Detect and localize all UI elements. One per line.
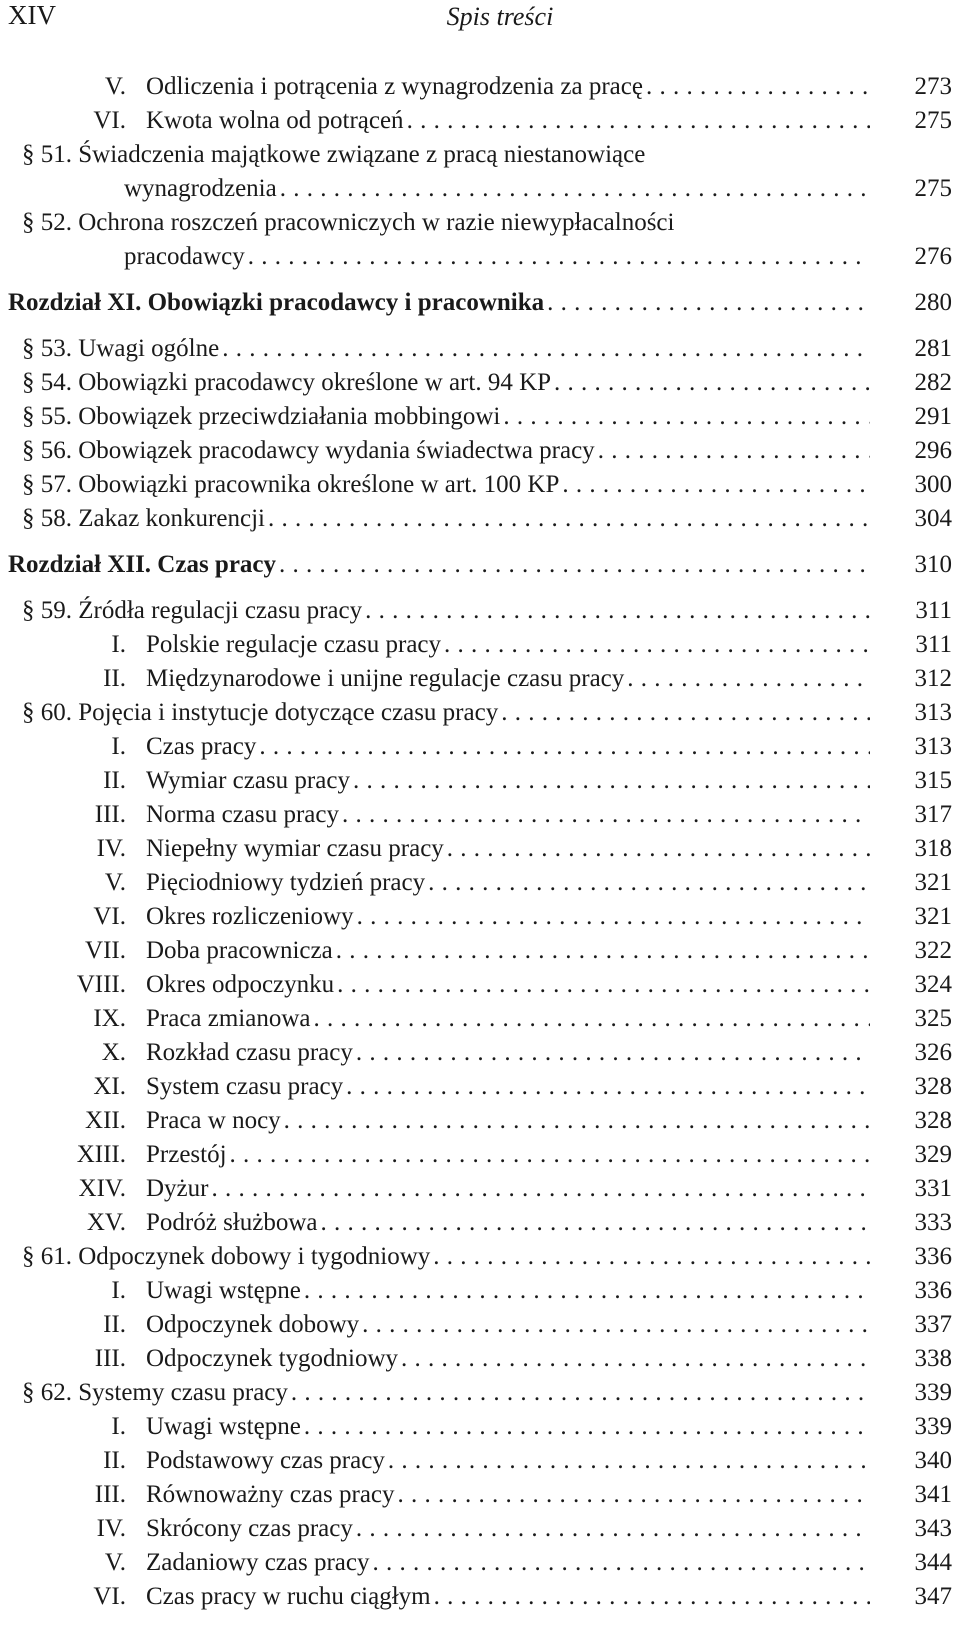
toc-entry-number: V. — [104, 73, 126, 100]
toc-entry-title: Norma czasu pracy — [146, 801, 339, 828]
toc-entry-title: Polskie regulacje czasu pracy — [146, 631, 442, 658]
toc-entry-number: II. — [103, 1311, 126, 1338]
toc-entry-page: 339 — [914, 1413, 952, 1440]
dot-leader — [350, 764, 870, 798]
toc-entry-number: I. — [111, 631, 126, 658]
toc-entry-title: Uwagi wstępne — [146, 1413, 301, 1440]
toc-entry-page: 318 — [914, 835, 952, 862]
toc-entry-title: Zadaniowy czas pracy — [146, 1549, 370, 1576]
toc-entry-title-wrap — [8, 548, 870, 582]
toc-entry-title: § 53. Uwagi ogólne — [22, 335, 220, 362]
toc-entry — [0, 1138, 960, 1172]
dot-leader — [559, 468, 870, 502]
toc-entry-title: Okres odpoczynku — [146, 971, 335, 998]
toc-entry — [0, 1546, 960, 1580]
toc-entry-page: 281 — [914, 335, 952, 362]
toc-entry — [0, 400, 960, 434]
toc-entry — [0, 1002, 960, 1036]
dot-leader — [444, 832, 870, 866]
toc-entry-title: § 59. Źródła regulacji czasu pracy — [22, 597, 363, 624]
toc-entry-number: VIII. — [76, 971, 126, 998]
toc-entry — [0, 628, 960, 662]
toc-entry-title-wrap — [22, 502, 870, 536]
toc-entry-title-wrap — [146, 798, 870, 832]
dot-leader — [395, 1478, 870, 1512]
toc-entry-title: Rozkład czasu pracy — [146, 1039, 353, 1066]
toc-entry-title-wrap — [146, 934, 870, 968]
toc-entry — [0, 1376, 960, 1410]
toc-entry-title: Skrócony czas pracy — [146, 1515, 353, 1542]
toc-entry-title: Okres rozliczeniowy — [146, 903, 354, 930]
toc-entry-title-wrap — [8, 286, 870, 320]
toc-entry-page: 347 — [914, 1583, 952, 1610]
toc-entry — [0, 1580, 960, 1614]
toc-entry-title: Wymiar czasu pracy — [146, 767, 350, 794]
dot-leader — [277, 172, 870, 206]
toc-entry-title: wynagrodzenia — [124, 175, 277, 202]
dot-leader — [551, 366, 870, 400]
dot-leader — [643, 70, 870, 104]
toc-entry — [0, 172, 960, 206]
toc-entry-title: Międzynarodowe i unijne regulacje czasu pracy — [146, 665, 625, 692]
toc-entry-title-wrap — [146, 1138, 870, 1172]
toc-entry-title-wrap — [146, 866, 870, 900]
toc-entry-title-wrap — [22, 434, 870, 468]
toc-entry-number: XIV. — [78, 1175, 126, 1202]
toc-entry-page: 339 — [914, 1379, 952, 1406]
toc-entry-title: § 57. Obowiązki pracownika określone w art. 100 KP — [22, 471, 560, 498]
toc-entry — [0, 434, 960, 468]
toc-entry — [0, 138, 960, 172]
toc-entry — [0, 900, 960, 934]
toc-entry-title-wrap — [146, 1410, 870, 1444]
toc-entry-title-wrap — [146, 662, 870, 696]
toc-entry-title-wrap — [22, 1240, 870, 1274]
dot-leader — [334, 968, 870, 1002]
page-number: XIV — [8, 0, 56, 30]
toc-entry — [0, 1172, 960, 1206]
toc-entry — [0, 662, 960, 696]
toc-entry-number: I. — [111, 1413, 126, 1440]
toc-entry — [0, 832, 960, 866]
toc-entry-title: Równoważny czas pracy — [146, 1481, 395, 1508]
toc-entry-page: 273 — [914, 73, 952, 100]
toc-entry-page: 321 — [914, 869, 952, 896]
toc-entry — [0, 332, 960, 366]
page-header — [0, 0, 960, 36]
dot-leader — [227, 1138, 870, 1172]
toc-entry — [0, 70, 960, 104]
dot-leader — [359, 1308, 870, 1342]
toc-entry — [0, 1512, 960, 1546]
toc-entry — [0, 502, 960, 536]
toc-entry-title-wrap — [146, 1444, 870, 1478]
table-of-contents — [0, 70, 960, 1614]
toc-chapter-entry — [0, 548, 960, 582]
toc-entry — [0, 730, 960, 764]
toc-entry — [0, 1342, 960, 1376]
toc-entry-title: § 51. Świadczenia majątkowe związane z pracą niestanowiące — [22, 141, 646, 168]
toc-entry-page: 338 — [914, 1345, 952, 1372]
toc-entry-title-wrap — [146, 1512, 870, 1546]
toc-entry-page: 313 — [914, 699, 952, 726]
dot-leader — [265, 502, 870, 536]
toc-entry-number: VI. — [93, 1583, 126, 1610]
toc-entry-title-wrap — [146, 1308, 870, 1342]
toc-entry-number: I. — [111, 733, 126, 760]
toc-entry-title: Rozdział XI. Obowiązki pracodawcy i pracownika — [8, 289, 545, 316]
toc-entry-title-wrap — [146, 730, 870, 764]
toc-entry — [0, 696, 960, 730]
toc-entry-title-wrap — [22, 696, 870, 730]
toc-entry-title-wrap — [146, 104, 870, 138]
toc-entry-title: Odpoczynek tygodniowy — [146, 1345, 399, 1372]
toc-entry-page: 311 — [915, 631, 952, 658]
toc-chapter-entry — [0, 286, 960, 320]
toc-entry-title-wrap — [146, 1036, 870, 1070]
toc-entry-title-wrap — [146, 70, 870, 104]
toc-entry — [0, 1070, 960, 1104]
toc-entry-title: § 61. Odpoczynek dobowy i tygodniowy — [22, 1243, 431, 1270]
toc-entry-page: 341 — [914, 1481, 952, 1508]
toc-entry-title: Odpoczynek dobowy — [146, 1311, 360, 1338]
toc-entry-title: Doba pracownicza — [146, 937, 333, 964]
toc-entry-number: XV. — [86, 1209, 126, 1236]
toc-entry — [0, 206, 960, 240]
dot-leader — [370, 1546, 871, 1580]
dot-leader — [398, 1342, 870, 1376]
toc-entry-page: 321 — [914, 903, 952, 930]
toc-entry-number: XI. — [93, 1073, 126, 1100]
toc-entry — [0, 1274, 960, 1308]
toc-entry-number: II. — [103, 665, 126, 692]
dot-leader — [595, 434, 870, 468]
dot-leader — [353, 1512, 870, 1546]
toc-entry-title-wrap — [124, 240, 870, 274]
dot-leader — [498, 696, 870, 730]
toc-entry-title-wrap — [22, 366, 870, 400]
toc-entry-number: IX. — [93, 1005, 126, 1032]
dot-leader — [544, 286, 870, 320]
toc-entry-title: Podróż służbowa — [146, 1209, 318, 1236]
dot-leader — [441, 628, 870, 662]
toc-entry-title: Uwagi wstępne — [146, 1277, 301, 1304]
toc-entry-page: 343 — [914, 1515, 952, 1542]
dot-leader — [276, 548, 870, 582]
toc-entry-title: § 62. Systemy czasu pracy — [22, 1379, 288, 1406]
toc-entry — [0, 866, 960, 900]
dot-leader — [339, 798, 870, 832]
toc-entry-title-wrap — [146, 1478, 870, 1512]
toc-entry-number: VII. — [85, 937, 126, 964]
dot-leader — [311, 1002, 870, 1036]
toc-entry-page: 336 — [914, 1277, 952, 1304]
toc-entry-page: 282 — [914, 369, 952, 396]
toc-entry-title: § 56. Obowiązek pracodawcy wydania świadectwa pracy — [22, 437, 595, 464]
toc-entry-number: II. — [103, 1447, 126, 1474]
toc-entry-title-wrap — [22, 594, 870, 628]
toc-entry-title-wrap — [22, 138, 645, 172]
toc-entry-title: Rozdział XII. Czas pracy — [8, 551, 277, 578]
toc-entry-title: Odliczenia i potrącenia z wynagrodzenia za pracę — [146, 73, 643, 100]
toc-entry-title-wrap — [124, 172, 870, 206]
toc-entry-title: Czas pracy — [146, 733, 257, 760]
toc-entry — [0, 968, 960, 1002]
toc-entry-page: 336 — [914, 1243, 952, 1270]
toc-entry-page: 340 — [914, 1447, 952, 1474]
dot-leader — [256, 730, 870, 764]
toc-entry — [0, 1104, 960, 1138]
toc-entry-title-wrap — [146, 1342, 870, 1376]
toc-entry-title-wrap — [146, 1172, 870, 1206]
dot-leader — [431, 1580, 870, 1614]
toc-entry-title-wrap — [146, 764, 870, 798]
toc-entry-number: XII. — [85, 1107, 126, 1134]
toc-entry-title-wrap — [146, 628, 870, 662]
toc-entry-title: § 55. Obowiązek przeciwdziałania mobbingowi — [22, 403, 501, 430]
toc-entry-number: VI. — [93, 107, 126, 134]
dot-leader — [624, 662, 870, 696]
toc-entry-page: 317 — [914, 801, 952, 828]
toc-entry-title: Podstawowy czas pracy — [146, 1447, 385, 1474]
running-title: Spis treści — [446, 2, 554, 31]
toc-entry-title-wrap — [146, 1580, 870, 1614]
dot-leader — [281, 1104, 870, 1138]
toc-entry-title-wrap — [146, 1206, 870, 1240]
toc-entry-title-wrap — [146, 1546, 870, 1580]
toc-entry-title-wrap — [146, 900, 870, 934]
toc-entry-page: 291 — [914, 403, 952, 430]
toc-entry-number: I. — [111, 1277, 126, 1304]
dot-leader — [500, 400, 870, 434]
toc-entry-title: Dyżur — [146, 1175, 209, 1202]
toc-entry-page: 331 — [914, 1175, 952, 1202]
dot-leader — [425, 866, 870, 900]
toc-entry-page: 311 — [915, 597, 952, 624]
toc-entry-title: § 52. Ochrona roszczeń pracowniczych w razie niewypłacalności — [22, 209, 675, 236]
toc-entry-number: VI. — [93, 903, 126, 930]
dot-leader — [301, 1410, 870, 1444]
dot-leader — [353, 1036, 870, 1070]
toc-entry-title-wrap — [22, 1376, 870, 1410]
toc-entry-page: 315 — [914, 767, 952, 794]
dot-leader — [219, 332, 870, 366]
toc-entry — [0, 1240, 960, 1274]
dot-leader — [333, 934, 870, 968]
toc-entry-title: Kwota wolna od potrąceń — [146, 107, 404, 134]
toc-entry-number: V. — [104, 1549, 126, 1576]
toc-entry-title-wrap — [146, 1274, 870, 1308]
toc-entry-page: 313 — [914, 733, 952, 760]
dot-leader — [385, 1444, 870, 1478]
toc-entry-page: 275 — [914, 107, 952, 134]
toc-entry-title-wrap — [22, 206, 674, 240]
toc-entry-title: Pięciodniowy tydzień pracy — [146, 869, 426, 896]
toc-entry-title-wrap — [22, 400, 870, 434]
toc-entry-title-wrap — [22, 332, 870, 366]
dot-leader — [354, 900, 870, 934]
dot-leader — [430, 1240, 870, 1274]
toc-entry — [0, 1206, 960, 1240]
toc-entry-page: 296 — [914, 437, 952, 464]
toc-entry-title: § 60. Pojęcia i instytucje dotyczące czasu pracy — [22, 699, 499, 726]
toc-entry-page: 275 — [914, 175, 952, 202]
toc-entry — [0, 1444, 960, 1478]
toc-entry-page: 333 — [914, 1209, 952, 1236]
dot-leader — [404, 104, 870, 138]
toc-entry-title-wrap — [146, 1070, 870, 1104]
toc-entry-page: 280 — [914, 289, 952, 316]
toc-entry-page: 325 — [914, 1005, 952, 1032]
dot-leader — [343, 1070, 870, 1104]
toc-entry — [0, 764, 960, 798]
toc-entry — [0, 240, 960, 274]
toc-entry-page: 304 — [914, 505, 952, 532]
toc-entry-title: § 54. Obowiązki pracodawcy określone w art. 94 KP — [22, 369, 552, 396]
toc-entry-title: Niepełny wymiar czasu pracy — [146, 835, 444, 862]
toc-entry — [0, 1308, 960, 1342]
toc-entry-page: 344 — [914, 1549, 952, 1576]
toc-entry — [0, 468, 960, 502]
toc-entry-page: 329 — [914, 1141, 952, 1168]
dot-leader — [362, 594, 870, 628]
toc-entry-number: II. — [103, 767, 126, 794]
dot-leader — [208, 1172, 870, 1206]
toc-entry-page: 324 — [914, 971, 952, 998]
toc-entry — [0, 798, 960, 832]
toc-entry-number: V. — [104, 869, 126, 896]
toc-entry-title-wrap — [146, 1002, 870, 1036]
toc-entry-title: Przestój — [146, 1141, 227, 1168]
toc-entry — [0, 366, 960, 400]
dot-leader — [288, 1376, 870, 1410]
toc-entry-page: 322 — [914, 937, 952, 964]
dot-leader — [245, 240, 870, 274]
dot-leader — [318, 1206, 871, 1240]
toc-entry-title-wrap — [146, 1104, 870, 1138]
toc-entry-page: 300 — [914, 471, 952, 498]
toc-entry — [0, 1478, 960, 1512]
toc-entry-number: IV. — [96, 835, 126, 862]
toc-entry-number: X. — [101, 1039, 126, 1066]
toc-entry — [0, 104, 960, 138]
toc-entry-title-wrap — [146, 968, 870, 1002]
toc-entry — [0, 594, 960, 628]
toc-entry-number: III. — [94, 801, 126, 828]
toc-entry-title: § 58. Zakaz konkurencji — [22, 505, 265, 532]
toc-entry — [0, 934, 960, 968]
toc-entry-title: Czas pracy w ruchu ciągłym — [146, 1583, 431, 1610]
toc-entry-page: 312 — [914, 665, 952, 692]
toc-entry-page: 326 — [914, 1039, 952, 1066]
toc-entry-page: 328 — [914, 1107, 952, 1134]
toc-entry-page: 310 — [914, 551, 952, 578]
toc-entry-title-wrap — [146, 832, 870, 866]
toc-entry-title: pracodawcy — [124, 243, 245, 270]
toc-entry-page: 328 — [914, 1073, 952, 1100]
toc-entry — [0, 1036, 960, 1070]
toc-entry-title-wrap — [22, 468, 870, 502]
toc-entry — [0, 1410, 960, 1444]
toc-entry-page: 276 — [914, 243, 952, 270]
toc-entry-number: XIII. — [76, 1141, 126, 1168]
toc-entry-title: Praca w nocy — [146, 1107, 281, 1134]
toc-entry-title: Praca zmianowa — [146, 1005, 311, 1032]
toc-entry-number: III. — [94, 1345, 126, 1372]
dot-leader — [301, 1274, 870, 1308]
toc-entry-number: IV. — [96, 1515, 126, 1542]
toc-entry-number: III. — [94, 1481, 126, 1508]
toc-entry-title: System czasu pracy — [146, 1073, 344, 1100]
toc-entry-page: 337 — [914, 1311, 952, 1338]
